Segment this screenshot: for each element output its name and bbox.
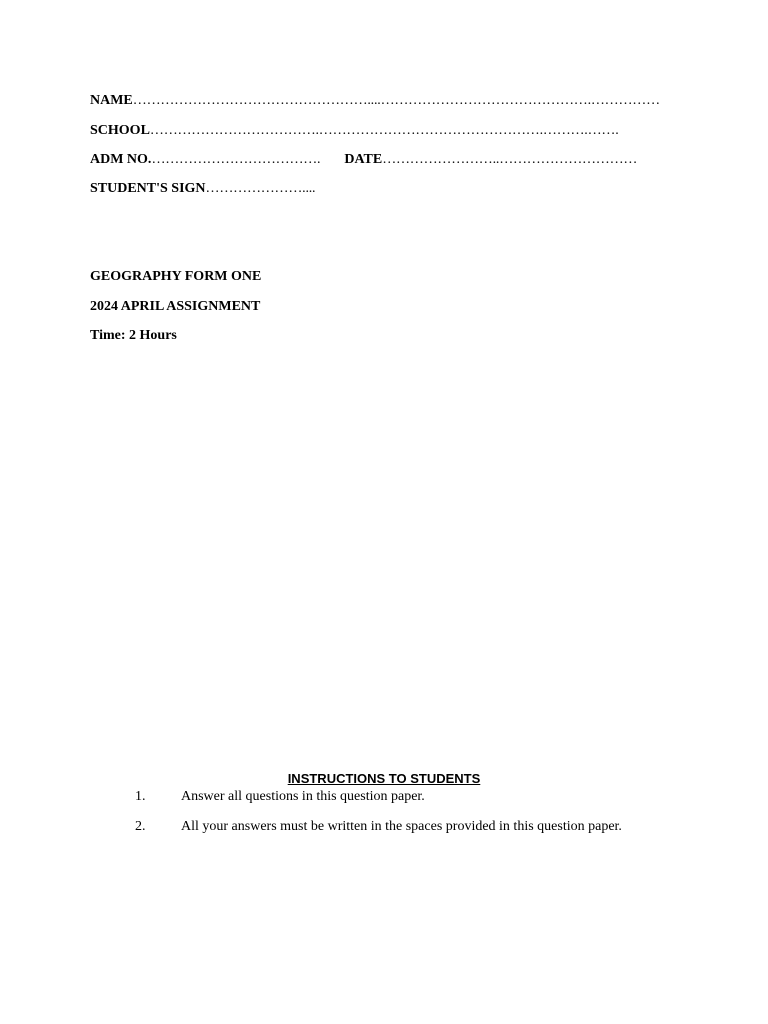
sign-dots: ………………….... [205,181,316,196]
instruction-text: All your answers must be written in the spaces provided in this question paper. [181,819,622,834]
instruction-number: 1. [135,789,146,804]
name-label: NAME [90,93,133,108]
sign-label: STUDENT'S SIGN [90,181,206,196]
sign-field[interactable] [90,180,315,198]
school-label: SCHOOL [90,123,150,138]
instructions-title: INSTRUCTIONS TO STUDENTS [287,771,481,786]
adm-dots: ………………………………. [151,152,321,167]
adm-label: ADM NO. [90,152,152,167]
name-dots: ……………………………………………....……………………………………….…………… [132,93,660,108]
date-label: DATE [344,152,383,167]
instruction-item [135,818,622,836]
name-field[interactable] [90,92,660,110]
adm-date-row [90,151,637,169]
exam-subject: GEOGRAPHY FORM ONE [90,269,262,284]
date-field[interactable] [344,152,637,167]
instruction-number: 2. [135,819,146,834]
date-dots: ……………………..………………………… [382,152,638,167]
school-dots: ……………………………….………………………………………….……….……. [149,123,619,138]
instruction-text: Answer all questions in this question paper. [181,789,425,804]
exam-assignment: 2024 APRIL ASSIGNMENT [90,299,261,314]
adm-field[interactable] [90,152,320,167]
school-field[interactable] [90,122,619,140]
instruction-item [135,788,425,806]
exam-time: Time: 2 Hours [90,328,177,343]
